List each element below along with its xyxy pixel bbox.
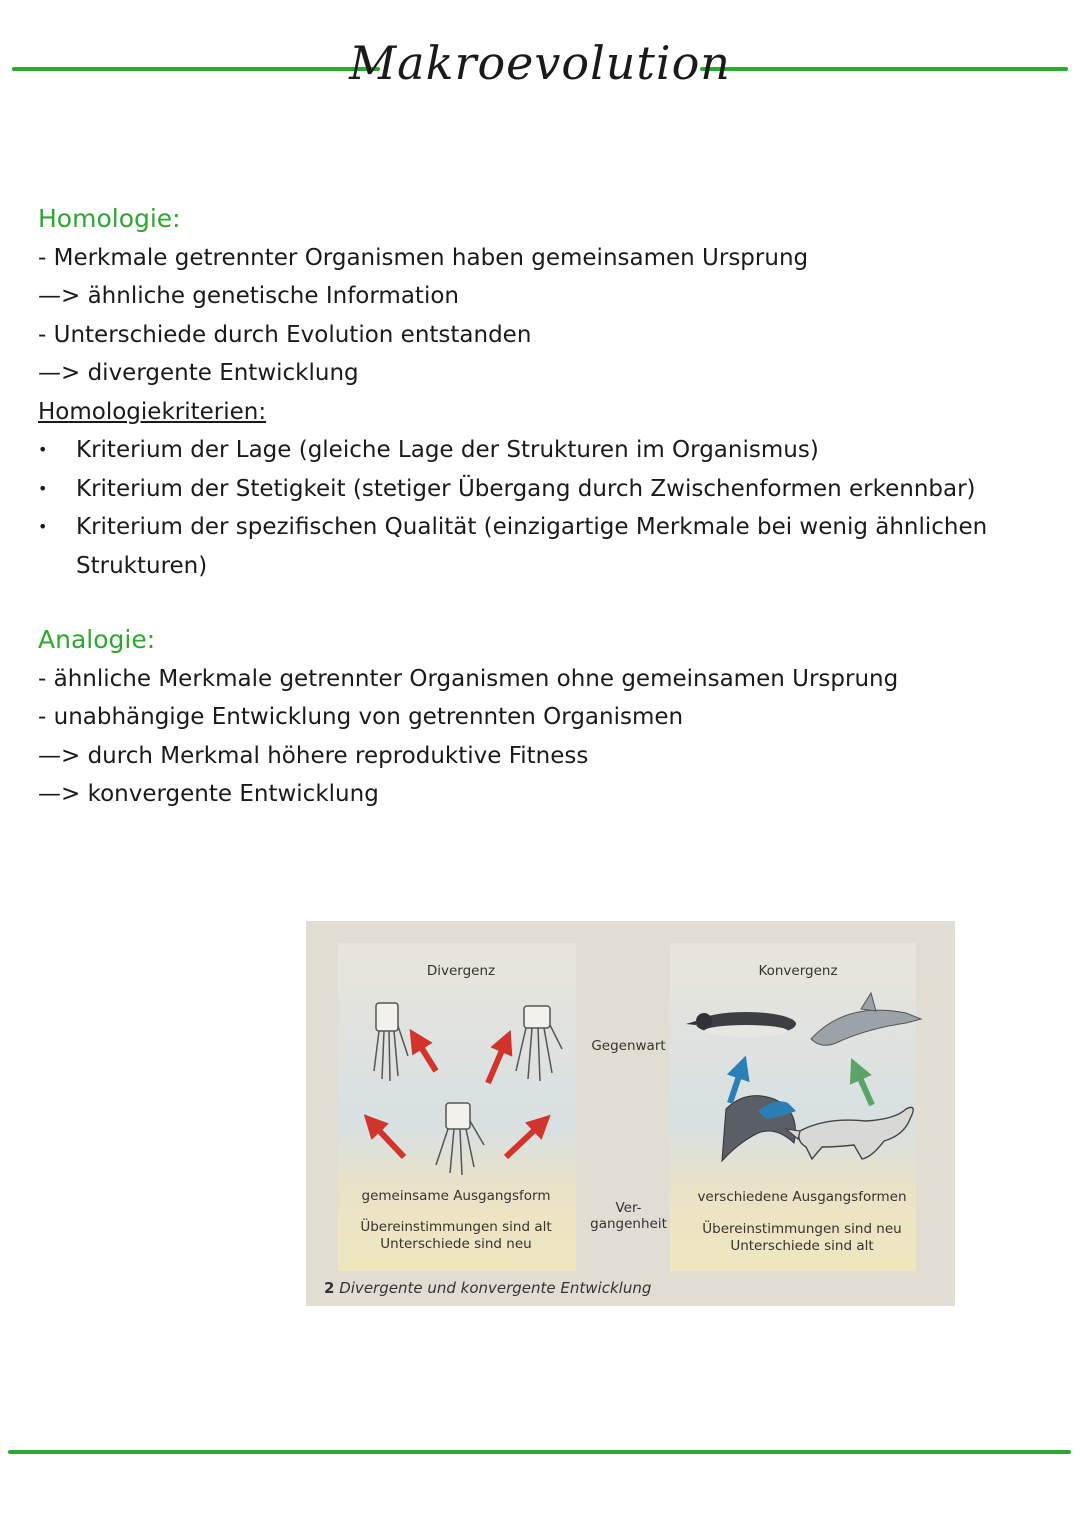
caption-number: 2 [324, 1279, 335, 1297]
figure-caption [324, 1279, 651, 1297]
caption-text: Divergente und konvergente Entwicklung [339, 1279, 652, 1297]
penguin-icon [686, 1012, 796, 1037]
analogie-section [38, 621, 898, 814]
evolution-figure [306, 921, 955, 1306]
hand-skeleton-icon [516, 1006, 562, 1081]
criteria-item: • Kriterium der Lage (gleiche Lage der Strukturen im Organismus) [38, 431, 1080, 470]
vergangenheit-label: Ver- gangenheit [590, 1200, 667, 1232]
konvergenz-label: Konvergenz [758, 963, 838, 979]
right-note: Übereinstimmungen sind neu Unterschiede sind alt [702, 1221, 902, 1254]
left-base-label: gemeinsame Ausgangsform [361, 1188, 551, 1204]
criteria-item: • Kriterium der spezifischen Qualität (einzigartige Merkmale bei wenig ähnlichen Strukturen) [38, 508, 1080, 585]
divergenz-label: Divergenz [426, 963, 496, 979]
dolphin-icon [811, 993, 921, 1045]
arrow-icon [416, 1039, 436, 1071]
arrow-icon [506, 1123, 542, 1157]
homologie-section [38, 200, 1080, 585]
homologie-line: —> ähnliche genetische Information [38, 283, 459, 309]
criteria-item: • Kriterium der Stetigkeit (stetiger Übergang durch Zwischenformen erkennbar) [38, 470, 1080, 509]
analogie-line: - unabhängige Entwicklung von getrennten Organismen [38, 704, 684, 730]
analogie-line: - ähnliche Merkmale getrennter Organismen ohne gemeinsamen Ursprung [38, 665, 899, 692]
page-title: Makroevolution [349, 36, 731, 90]
gegenwart-label: Gegenwart [591, 1038, 666, 1054]
hand-skeleton-icon [436, 1103, 484, 1175]
right-base-label: verschiedene Ausgangsformen [697, 1189, 907, 1205]
arrow-icon [488, 1041, 506, 1083]
homologie-line: - Unterschiede durch Evolution entstanden [38, 321, 532, 348]
reptile-icon [786, 1107, 913, 1159]
arrow-icon [730, 1067, 742, 1103]
footer-rule [8, 1450, 1071, 1454]
homologie-line: —> divergente Entwicklung [38, 360, 359, 386]
arrow-icon [372, 1123, 404, 1157]
homologie-line: - Merkmale getrennter Organismen haben gemeinsamen Ursprung [38, 244, 809, 271]
hand-skeleton-icon [374, 1003, 408, 1081]
arrow-icon [856, 1069, 872, 1105]
analogie-line: —> konvergente Entwicklung [38, 781, 379, 807]
homologie-heading: Homologie: [38, 204, 181, 233]
left-note: Übereinstimmungen sind alt Unterschiede sind neu [360, 1219, 552, 1252]
analogie-heading: Analogie: [38, 625, 156, 654]
criteria-heading: Homologiekriterien: [38, 398, 267, 425]
analogie-line: —> durch Merkmal höhere reproduktive Fitness [38, 742, 589, 769]
